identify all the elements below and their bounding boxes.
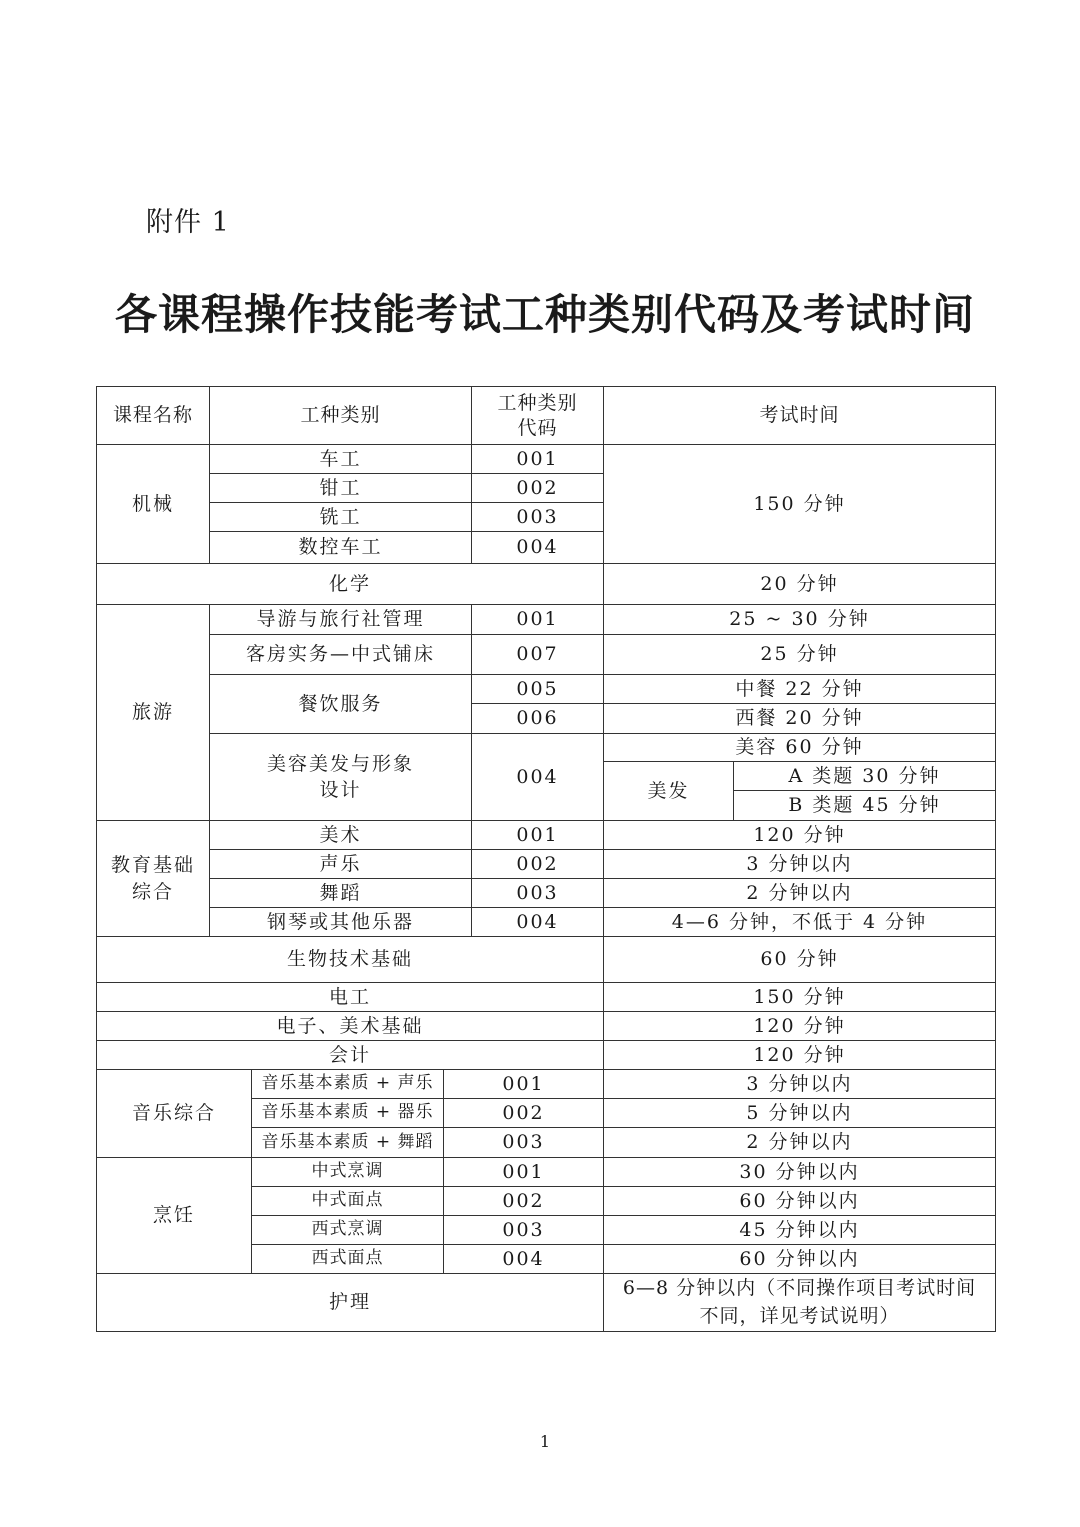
time-cell: A 类题 30 分钟 (734, 762, 996, 791)
category-cell: 音乐基本素质 + 器乐 (252, 1099, 444, 1128)
course-dianzi: 电子、美术基础 (96, 1012, 604, 1041)
code-cell: 003 (444, 1128, 604, 1158)
page-title: 各课程操作技能考试工种类别代码及考试时间 (114, 290, 975, 339)
category-cell (210, 734, 472, 821)
time-cell: 3 分钟以内 (604, 850, 996, 879)
time-cell: 150 分钟 (604, 445, 996, 564)
course-pengren: 烹饪 (96, 1158, 252, 1274)
code-cell: 003 (472, 879, 604, 908)
code-cell: 003 (472, 503, 604, 532)
time-cell: 3 分钟以内 (604, 1070, 996, 1099)
code-cell: 001 (472, 821, 604, 850)
time-cell: 60 分钟以内 (604, 1245, 996, 1274)
course-line1: 教育基础 (110, 854, 195, 877)
time-cell: 120 分钟 (604, 1012, 996, 1041)
time-cell: 150 分钟 (604, 983, 996, 1012)
course-lvyou: 旅游 (96, 605, 210, 821)
category-cell: 车工 (210, 445, 472, 474)
course-diangong: 电工 (96, 983, 604, 1012)
code-cell: 003 (444, 1216, 604, 1245)
code-cell: 001 (472, 445, 604, 474)
category-cell: 中式面点 (252, 1187, 444, 1216)
time-cell: 美容 60 分钟 (604, 734, 996, 762)
header-code (472, 386, 604, 445)
category-cell: 声乐 (210, 850, 472, 879)
time-cell: 中餐 22 分钟 (604, 675, 996, 704)
time-line2: 不同，详见考试说明） (699, 1304, 900, 1327)
time-cell: 2 分钟以内 (604, 879, 996, 908)
time-cell: 45 分钟以内 (604, 1216, 996, 1245)
code-cell: 004 (472, 908, 604, 937)
course-shengwu: 生物技术基础 (96, 937, 604, 983)
code-cell: 002 (472, 474, 604, 503)
code-cell: 004 (444, 1245, 604, 1274)
category-cell: 数控车工 (210, 532, 472, 564)
course-yinyue: 音乐综合 (96, 1070, 252, 1158)
time-line1: 6—8 分钟以内（不同操作项目考试时间 (622, 1276, 977, 1299)
time-cell (604, 1274, 996, 1332)
category-cell: 中式烹调 (252, 1158, 444, 1187)
category-line1: 美容美发与形象 (266, 752, 414, 775)
category-cell: 钢琴或其他乐器 (210, 908, 472, 937)
header-time: 考试时间 (604, 386, 996, 445)
code-cell: 007 (472, 635, 604, 675)
code-cell: 004 (472, 734, 604, 821)
category-cell: 导游与旅行社管理 (210, 605, 472, 635)
category-cell: 客房实务—中式铺床 (210, 635, 472, 675)
course-jiaoyu (96, 821, 210, 937)
category-cell: 西式烹调 (252, 1216, 444, 1245)
attachment-label: 附件 1 (146, 207, 230, 238)
code-cell: 002 (444, 1187, 604, 1216)
time-cell: 西餐 20 分钟 (604, 704, 996, 734)
time-cell: 4—6 分钟，不低于 4 分钟 (604, 908, 996, 937)
header-code-line1: 工种类别 (497, 391, 578, 414)
course-line2: 综合 (131, 880, 174, 903)
category-cell: 音乐基本素质 + 声乐 (252, 1070, 444, 1099)
code-cell: 001 (472, 605, 604, 635)
course-huaxue: 化学 (96, 564, 604, 605)
header-code-line2: 代码 (517, 416, 558, 439)
category-cell: 餐饮服务 (210, 675, 472, 734)
header-course: 课程名称 (96, 386, 210, 445)
meifa-label: 美发 (604, 762, 734, 821)
code-cell: 004 (472, 532, 604, 564)
code-cell: 001 (444, 1070, 604, 1099)
course-kuaiji: 会计 (96, 1041, 604, 1070)
code-cell: 002 (472, 850, 604, 879)
code-cell: 006 (472, 704, 604, 734)
time-cell: 60 分钟 (604, 937, 996, 983)
category-cell: 钳工 (210, 474, 472, 503)
exam-table (96, 386, 996, 1332)
code-cell: 001 (444, 1158, 604, 1187)
time-cell: 20 分钟 (604, 564, 996, 605)
course-huli: 护理 (96, 1274, 604, 1332)
category-cell: 美术 (210, 821, 472, 850)
category-cell: 西式面点 (252, 1245, 444, 1274)
category-cell: 铣工 (210, 503, 472, 532)
time-cell: 5 分钟以内 (604, 1099, 996, 1128)
category-line2: 设计 (319, 779, 362, 801)
course-jixie: 机械 (96, 445, 210, 564)
category-cell: 音乐基本素质 + 舞蹈 (252, 1128, 444, 1158)
time-cell: B 类题 45 分钟 (734, 791, 996, 821)
time-cell: 120 分钟 (604, 821, 996, 850)
time-cell: 2 分钟以内 (604, 1128, 996, 1158)
time-cell: 60 分钟以内 (604, 1187, 996, 1216)
time-cell: 25 ~ 30 分钟 (604, 605, 996, 635)
category-cell: 舞蹈 (210, 879, 472, 908)
time-cell: 120 分钟 (604, 1041, 996, 1070)
time-cell: 25 分钟 (604, 635, 996, 675)
header-category: 工种类别 (210, 386, 472, 445)
code-cell: 002 (444, 1099, 604, 1128)
page-number: 1 (539, 1432, 551, 1451)
time-cell: 30 分钟以内 (604, 1158, 996, 1187)
code-cell: 005 (472, 675, 604, 704)
